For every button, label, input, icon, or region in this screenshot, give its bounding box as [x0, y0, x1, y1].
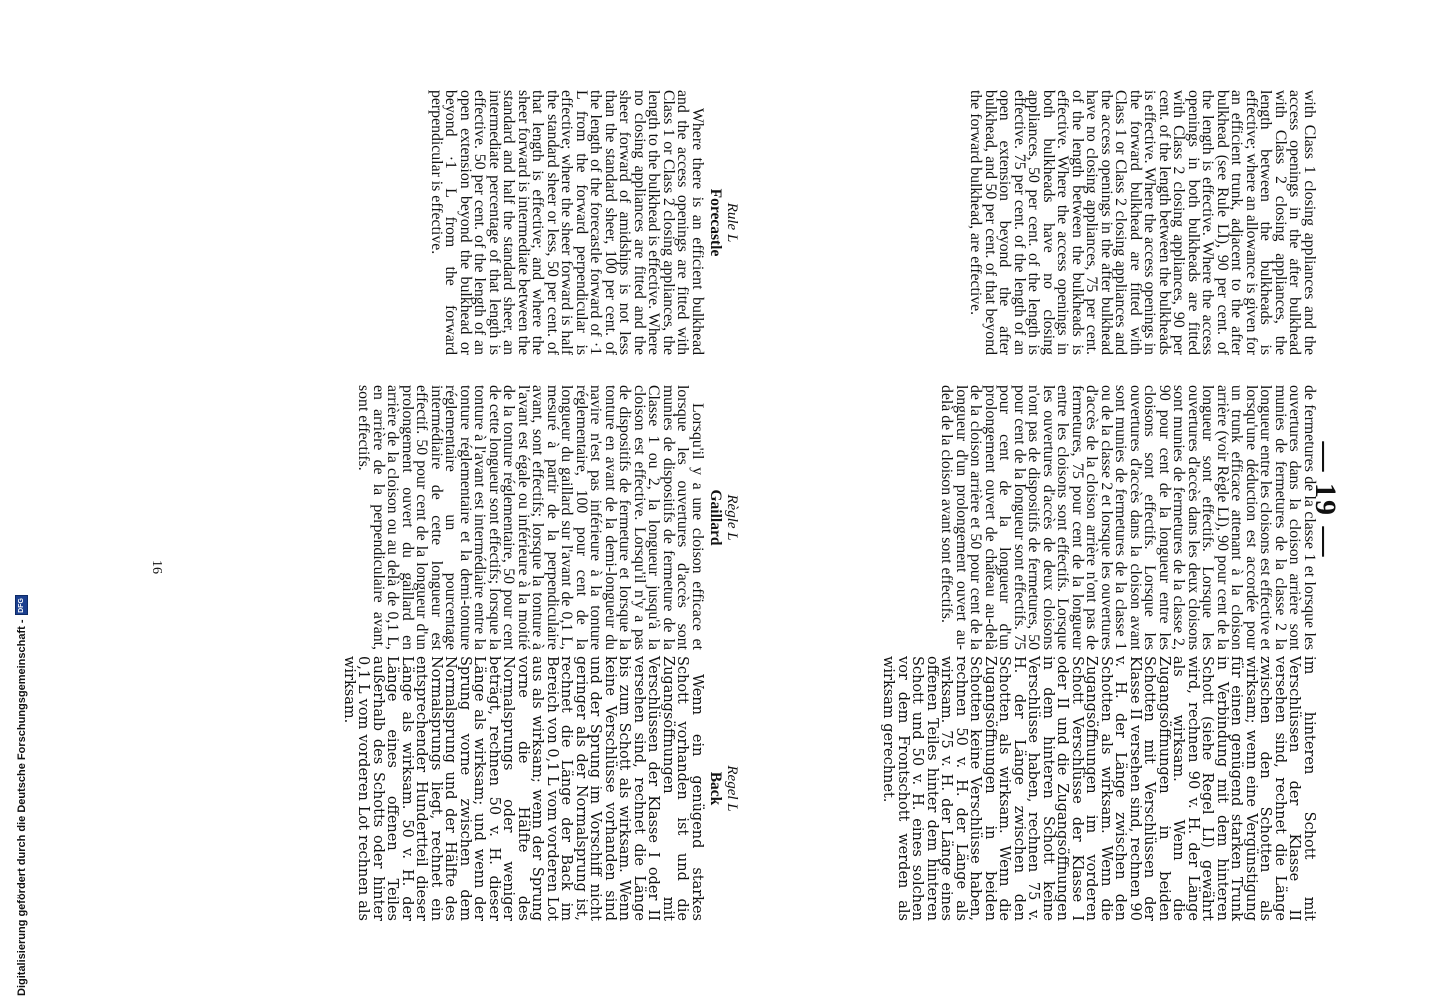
english-rule-subheading: Forecastle [707, 188, 725, 257]
credit-text: Digitalisierung gefördert durch die Deutsche Forschungsgemeinschaft - [15, 619, 28, 996]
french-column-top [939, 385, 1316, 650]
english-rule-heading: Rule L [724, 202, 740, 243]
french-continuation-text: de fermetures de la classe 1 et lorsque les ouvertures dans la cloison arrière sont munies de fermetures de la classe 2 la longueur entre les cloisons est effective et lorsqu'une déduction est accordée pour un trunk efficace attenant à la cloison arrière (voir Règle LI), 90 pour cent de la longueur sont effectifs. Lorsque les ouvertures d'accès dans les deux cloisons sont munies de fermetures de la classe 2, 90 pour cent de la longueur entre les cloisons sont effectifs. Lorsque les ouvertures d'accès dans la cloison avant sont munies de fermetures de la classe 1 ou de la classe 2 et lorsque les ouvertures d'accès de la cloison arrière n'ont pas de fermetures, 75 pour cent de la longueur entre les cloisons sont effectifs. Lorsque les ouvertures d'accès de deux cloisons n'ont pas de dispositifs de fermetures, 50 pour cent de la longueur sont effectifs. 75 pour cent de la longueur d'un prolongement ouvert de château au-delà de la cloison arrière et 50 pour cent de la longueur d'un prolongement ouvert au-delà de la cloison avant sont effectifs. [938, 385, 1318, 650]
english-rule-text: Where there is an efficient bulkhead and the access openings are fitted with Class 1 or Class 2 closing appliances, the length to the bulkhead is effective. Where no closing appliances are fitted and the sheer forward of amidships is not less than the standard sheer, 100 per cent. of the length of the forecastle forward of ·1 L from the forward perpendicular is effective; where the sheer forward is half the standard sheer or less, 50 per cent. of that length is effective; and where the sheer forward is intermediate between the standard and half the standard sheer, an intermediate percentage of that length is effective. 50 per cent. of the length of an open extension beyond the bulkhead or beyond ·1 L from the forward perpendicular is effective. [428, 90, 706, 355]
german-column-rule-l [342, 656, 740, 921]
french-column-rule-l [356, 385, 739, 650]
german-rule-subheading: Back [707, 771, 725, 806]
english-column-rule-l [429, 90, 740, 355]
dfg-logo-icon: DFG [15, 595, 28, 615]
german-rule-text: Wenn ein genügend starkes Schott vorhanden ist und die Zugangsöffnungen mit Verschlüssen der Klasse I oder II versehen sind, rechnet die Länge bis zum Schott als wirksam. Wenn keine Verschlüsse vorhanden sind und der Sprung im Vorschiff nicht geringer als der Normalsprung ist, rechnet die Länge der Back im Bereich von 0,1 L vom vorderen Lot aus als wirksam; wenn der Sprung vorne die Hälfte des Normalsprungs oder weniger beträgt, rechnen 50 v. H. dieser Länge als wirksam; und wenn der Sprung vorne zwischen dem Normalsprung und der Hälfte des Normalsprungs liegt, rechnet ein entsprechender Hundertteil dieser Länge als wirksam. 50 v. H. der Länge eines offenen Teiles außerhalb des Schotts oder hinter 0,1 L vom vorderen Lot rechnen als wirksam. [341, 656, 705, 921]
page-number: — 19 — [1309, 441, 1342, 559]
french-rule-subheading: Gaillard [707, 489, 725, 546]
german-continuation-text: im hinteren Schott mit Verschlüssen der Klasse II versehen sind, rechnet die Länge zwischen den Schotten als wirksam; wenn eine Vergünstigung für einen genügend starken Trunk in Verbindung mit dem hinteren Schott (siehe Regel LI) gewährt wird, rechnen 90 v. H. der Länge als wirksam. Wenn die Zugangsöffnungen in beiden Schotten mit Verschlüssen der Klasse II versehen sind, rechnen 90 v. H. der Länge zwischen den Schotten als wirksam. Wenn die Zugangsöffnungen im vorderen Schott Verschlüsse der Klasse I oder II und die Zugangsöffnungen in dem hinteren Schott keine Verschlüsse haben, rechnen 75 v. H. der Länge zwischen den Schotten als wirksam. Wenn die Zugangsöffnungen in beiden Schotten keine Verschlüsse haben, rechnen 50 v. H. der Länge als wirksam. 75 v. H. der Länge eines offenen Teiles hinter dem hinteren Schott und 50 v. H. eines solchen vor dem Frontschott werden als wirksam gerechnet. [880, 656, 1317, 921]
english-continuation-text: with Class 1 closing appliances and the access openings in the after bulkhead with Class 2 closing appliances, the length between the bulkheads is effective; where an allowance is given for an efficient trunk, adjacent to the after bulkhead (see Rule LI), 90 per cent. of the length is effective. Where the access openings in both bulkheads are fitted with Class 2 closing appliances, 90 per cent. of the length between the bulkheads is effective. Where the access openings in the forward bulkhead are fitted with Class 1 or Class 2 closing appliances and the access openings in the after bulkhead have no closing appliances, 75 per cent. of the length between the bulkheads is effective. Where the access openings in both bulkheads have no closing appliances, 50 per cent. of the length is effective. 75 per cent. of the length of an open extension beyond the after bulkhead, and 50 per cent. of that beyond the forward bulkhead, are effective. [967, 90, 1318, 355]
footer-number: 16 [149, 560, 164, 574]
german-column-top [881, 656, 1316, 921]
french-rule-heading: Règle L [724, 494, 740, 541]
french-rule-text: Lorsqu'il y a une cloison efficace et lorsque les ouvertures d'accès sont munies de dispositifs de fermeture de la Classe 1 ou 2, la longueur jusqu'à la cloison est effective. Lorsqu'il n'y a pas de dispositifs de fermeture et lorsque la tonture en avant de la demi-longueur du navire n'est pas inférieure à la tonture réglementaire, 100 pour cent de la longueur du gaillard sur l'avant de 0,1 L, mesuré à partir de la perpendiculaire avant, sont effectifs; lorsque la tonture à l'avant est égale ou inférieure à la moitié de la tonture réglementaire, 50 pour cent de cette longueur sont effectifs; lorsque la tonture à l'avant est intermédiaire entre la tonture réglementaire et la demi-tonture réglementaire un pourcentage intermédiaire de cette longueur est effectif. 50 pour cent de la longueur d'un prolongement ouvert du gaillard en arrière de la cloison ou au delà de 0,1 L, en arrière de la perpendiculaire avant, sont effectifs. [355, 385, 706, 650]
english-column-top [968, 90, 1316, 355]
german-rule-heading: Regel L [724, 765, 740, 812]
digitization-credit [0, 0, 28, 1000]
